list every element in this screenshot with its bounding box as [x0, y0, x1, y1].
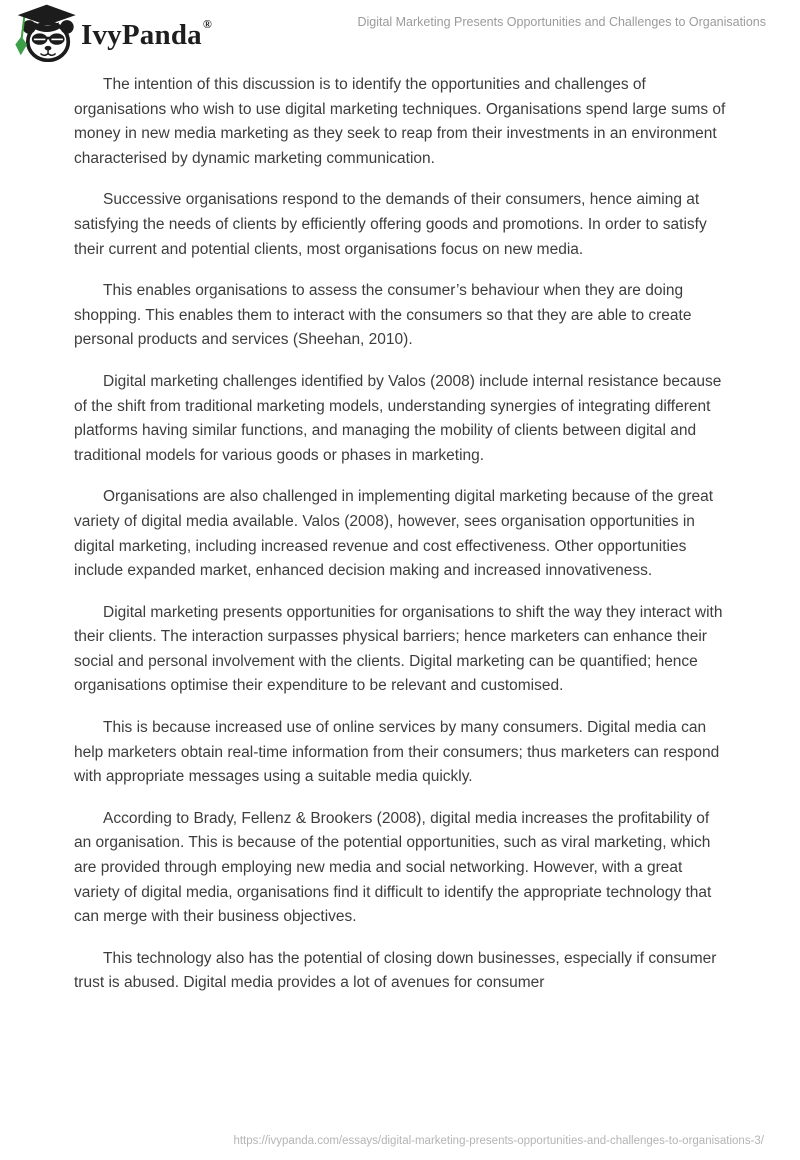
paragraph: Digital marketing challenges identified by Valos (2008) include internal resistance because of the shift from traditional marketing models, understanding synergies of integrating different platforms having similar functions, and managing the mobility of clients between digital and traditional models for various goods or phases in marketing.	[74, 372, 722, 464]
logo-wordmark: IvyPanda	[81, 18, 202, 51]
document-running-title: Digital Marketing Presents Opportunities and Challenges to Organisations	[357, 15, 766, 29]
page-header	[0, 0, 800, 66]
paragraph: This enables organisations to assess the consumer’s behaviour when they are doing shopping. This enables them to interact with the consumers so that they are able to create personal products and services (Sheehan, 2010).	[74, 282, 692, 349]
paragraph: This technology also has the potential of closing down businesses, especially if consumer trust is abused. Digital media provides a lot of avenues for consumer	[74, 949, 717, 992]
paragraph: Organisations are also challenged in implementing digital marketing because of the great variety of digital media available. Valos (2008), however, sees organisation opportunities in digital marketing, including increased revenue and cost effectiveness. Other opportunities include expanded market, enhanced decision making and increased innovativeness.	[74, 488, 714, 580]
registered-trademark-mark: ®	[202, 16, 212, 31]
page-footer	[233, 1135, 764, 1147]
paragraph: Successive organisations respond to the demands of their consumers, hence aiming at satisfying the needs of clients by efficiently offering goods and promotions. In order to satisfy their current and potential clients, most organisations focus on new media.	[74, 191, 707, 258]
paragraph: This is because increased use of online services by many consumers. Digital media can help marketers obtain real-time information from their consumers; thus marketers can respond with appropriate messages using a suitable media quickly.	[74, 719, 720, 786]
paragraph: Digital marketing presents opportunities for organisations to shift the way they interact with their clients. The interaction surpasses physical barriers; hence marketers can enhance their social and personal involvement with the clients. Digital marketing can be quantified; hence organisations optimise their expenditure to be relevant and customised.	[74, 603, 723, 695]
source-url[interactable]: https://ivypanda.com/essays/digital-marketing-presents-opportunities-and-challenges-to-organisations-3/	[233, 1135, 764, 1147]
panda-graduate-icon	[10, 4, 78, 62]
ivypanda-logo	[10, 4, 211, 62]
paragraph: The intention of this discussion is to identify the opportunities and challenges of organisations who wish to use digital marketing techniques. Organisations spend large sums of money in new media marketing as they seek to reap from their investments in an environment characterised by dynamic marketing communication.	[74, 76, 726, 167]
paragraph: According to Brady, Fellenz & Brookers (2008), digital media increases the profitability of an organisation. This is because of the potential opportunities, such as viral marketing, which are provided through employing new media and social networking. However, with a great variety of digital media, organisations find it difficult to identify the appropriate technology that can merge with their business objectives.	[74, 809, 712, 926]
essay-body	[74, 73, 727, 1013]
